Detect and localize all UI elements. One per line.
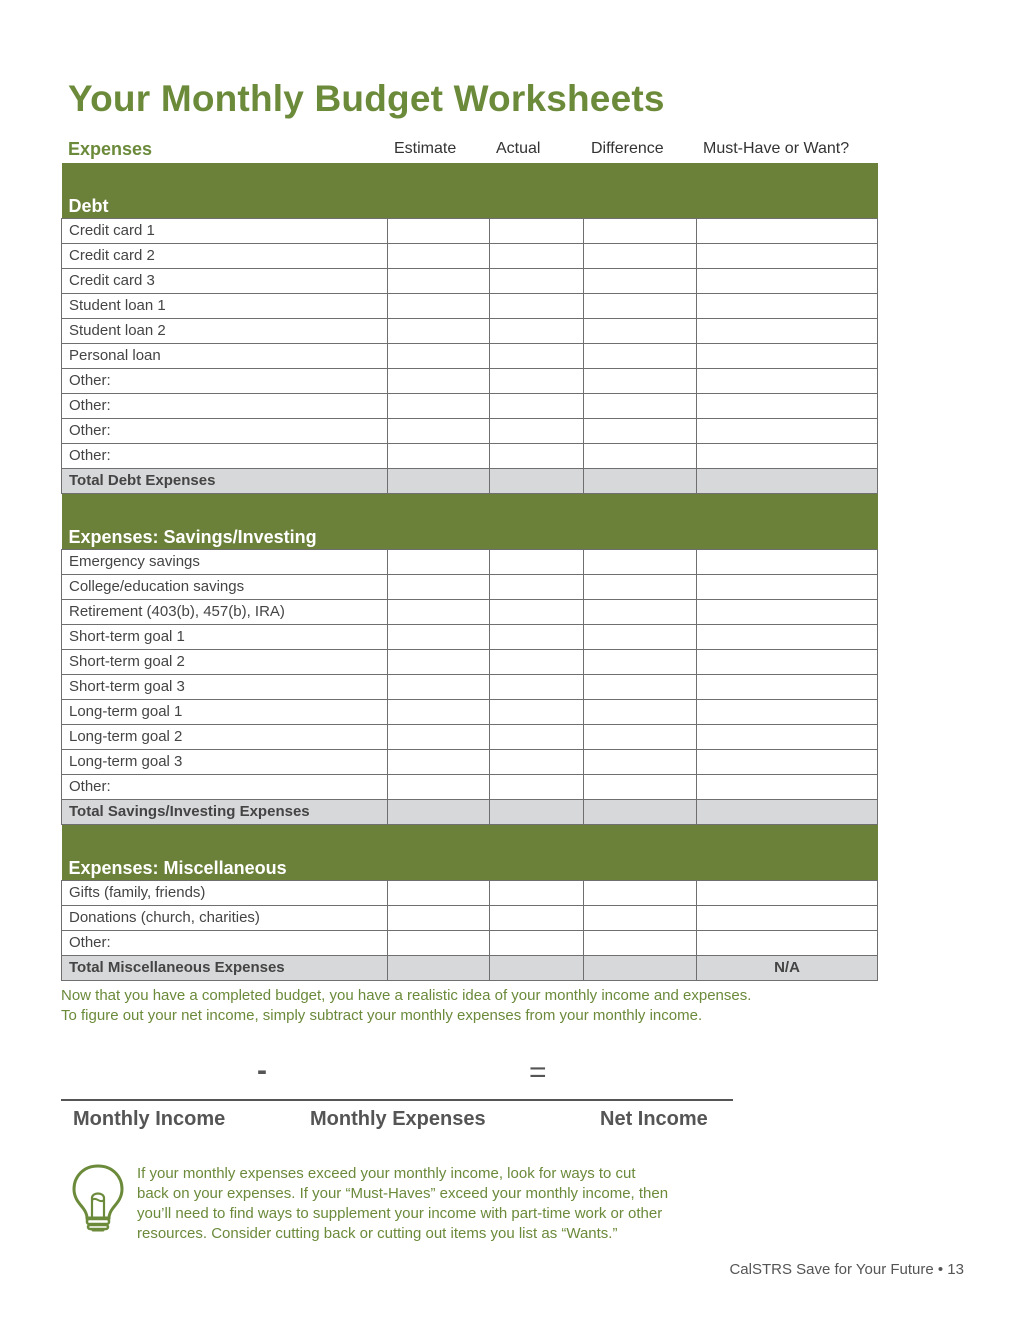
estimate-cell[interactable] — [388, 344, 490, 369]
actual-cell[interactable] — [490, 931, 584, 956]
must-have-cell[interactable] — [697, 419, 878, 444]
must-have-cell[interactable] — [697, 931, 878, 956]
minus-sign: - — [257, 1054, 267, 1087]
expense-label: Student loan 2 — [62, 319, 388, 344]
expense-label: Credit card 2 — [62, 244, 388, 269]
expense-label: Credit card 1 — [62, 219, 388, 244]
must-have-cell[interactable] — [697, 600, 878, 625]
difference-cell[interactable] — [584, 294, 697, 319]
table-row — [62, 269, 878, 294]
actual-cell[interactable] — [490, 775, 584, 800]
estimate-cell[interactable] — [388, 419, 490, 444]
total-difference-cell[interactable] — [584, 469, 697, 494]
table-row — [62, 775, 878, 800]
expense-label: Other: — [62, 419, 388, 444]
difference-cell[interactable] — [584, 675, 697, 700]
difference-cell[interactable] — [584, 219, 697, 244]
section-header — [62, 825, 878, 881]
actual-cell[interactable] — [490, 244, 584, 269]
expense-label: Donations (church, charities) — [62, 906, 388, 931]
net-income-note-line-1: Now that you have a completed budget, you have a realistic idea of your monthly income and expenses. — [61, 987, 752, 1004]
section-header — [62, 163, 878, 219]
expense-label: Other: — [62, 444, 388, 469]
estimate-cell[interactable] — [388, 219, 490, 244]
estimate-cell[interactable] — [388, 319, 490, 344]
tip-line-4: resources. Consider cutting back or cutting out items you list as “Wants.” — [137, 1225, 618, 1242]
actual-cell[interactable] — [490, 444, 584, 469]
total-label: Total Debt Expenses — [62, 469, 388, 494]
total-actual-cell[interactable] — [490, 956, 584, 981]
total-row — [62, 469, 878, 494]
table-row — [62, 575, 878, 600]
difference-cell[interactable] — [584, 394, 697, 419]
table-row — [62, 931, 878, 956]
difference-cell[interactable] — [584, 550, 697, 575]
difference-cell[interactable] — [584, 269, 697, 294]
total-label: Total Savings/Investing Expenses — [62, 800, 388, 825]
total-actual-cell[interactable] — [490, 800, 584, 825]
total-actual-cell[interactable] — [490, 469, 584, 494]
table-row — [62, 394, 878, 419]
expense-label: Other: — [62, 931, 388, 956]
estimate-cell[interactable] — [388, 725, 490, 750]
table-row — [62, 600, 878, 625]
tip-line-2: back on your expenses. If your “Must-Haves” exceed your monthly income, then — [137, 1185, 669, 1202]
table-row — [62, 675, 878, 700]
actual-cell[interactable] — [490, 675, 584, 700]
estimate-cell[interactable] — [388, 625, 490, 650]
table-row — [62, 369, 878, 394]
column-header-expenses: Expenses — [68, 139, 153, 159]
difference-cell[interactable] — [584, 931, 697, 956]
expense-label: Long-term goal 3 — [62, 750, 388, 775]
table-row — [62, 725, 878, 750]
total-estimate-cell[interactable] — [388, 469, 490, 494]
actual-cell[interactable] — [490, 725, 584, 750]
actual-cell[interactable] — [490, 700, 584, 725]
estimate-cell[interactable] — [388, 700, 490, 725]
table-row — [62, 419, 878, 444]
expense-label: Short-term goal 2 — [62, 650, 388, 675]
difference-cell[interactable] — [584, 600, 697, 625]
table-row — [62, 650, 878, 675]
must-have-cell[interactable] — [697, 394, 878, 419]
must-have-cell[interactable] — [697, 550, 878, 575]
column-header-estimate: Estimate — [394, 140, 457, 157]
total-row — [62, 956, 878, 981]
must-have-cell[interactable] — [697, 575, 878, 600]
difference-cell[interactable] — [584, 625, 697, 650]
page-footer: CalSTRS Save for Your Future • 13 — [729, 1261, 964, 1278]
expense-label: Retirement (403(b), 457(b), IRA) — [62, 600, 388, 625]
total-difference-cell[interactable] — [584, 800, 697, 825]
estimate-cell[interactable] — [388, 394, 490, 419]
table-row — [62, 294, 878, 319]
actual-cell[interactable] — [490, 575, 584, 600]
difference-cell[interactable] — [584, 700, 697, 725]
table-row — [62, 906, 878, 931]
total-label: Total Miscellaneous Expenses — [62, 956, 388, 981]
column-header-difference: Difference — [591, 140, 664, 157]
estimate-cell[interactable] — [388, 675, 490, 700]
expense-label: Short-term goal 3 — [62, 675, 388, 700]
difference-cell[interactable] — [584, 881, 697, 906]
column-header-actual: Actual — [496, 140, 541, 157]
expense-label: College/education savings — [62, 575, 388, 600]
actual-cell[interactable] — [490, 269, 584, 294]
actual-cell[interactable] — [490, 219, 584, 244]
estimate-cell[interactable] — [388, 650, 490, 675]
must-have-cell[interactable] — [697, 444, 878, 469]
estimate-cell[interactable] — [388, 244, 490, 269]
must-have-cell[interactable] — [697, 906, 878, 931]
actual-cell[interactable] — [490, 344, 584, 369]
expense-label: Other: — [62, 775, 388, 800]
must-have-cell[interactable] — [697, 700, 878, 725]
estimate-cell[interactable] — [388, 575, 490, 600]
column-header-must-have-or-want: Must-Have or Want? — [703, 140, 850, 157]
table-row — [62, 750, 878, 775]
must-have-cell[interactable] — [697, 344, 878, 369]
column-headers — [61, 140, 877, 162]
total-difference-cell[interactable] — [584, 956, 697, 981]
estimate-cell[interactable] — [388, 600, 490, 625]
must-have-cell[interactable] — [697, 269, 878, 294]
difference-cell[interactable] — [584, 575, 697, 600]
difference-cell[interactable] — [584, 750, 697, 775]
must-have-cell[interactable] — [697, 750, 878, 775]
actual-cell[interactable] — [490, 294, 584, 319]
difference-cell[interactable] — [584, 319, 697, 344]
difference-cell[interactable] — [584, 369, 697, 394]
must-have-cell[interactable] — [697, 725, 878, 750]
difference-cell[interactable] — [584, 775, 697, 800]
net-income-note-line-2: To figure out your net income, simply subtract your monthly expenses from your monthly income. — [61, 1007, 703, 1024]
estimate-cell[interactable] — [388, 906, 490, 931]
expense-label: Short-term goal 1 — [62, 625, 388, 650]
table-row — [62, 319, 878, 344]
table-row — [62, 550, 878, 575]
actual-cell[interactable] — [490, 550, 584, 575]
section-title: Expenses: Miscellaneous — [62, 825, 878, 881]
estimate-cell[interactable] — [388, 269, 490, 294]
actual-cell[interactable] — [490, 906, 584, 931]
table-row — [62, 244, 878, 269]
lightbulb-icon — [70, 1162, 126, 1234]
must-have-cell[interactable] — [697, 294, 878, 319]
expense-label: Other: — [62, 369, 388, 394]
actual-cell[interactable] — [490, 600, 584, 625]
difference-cell[interactable] — [584, 444, 697, 469]
net-income-note — [61, 986, 861, 1026]
actual-cell[interactable] — [490, 625, 584, 650]
actual-cell[interactable] — [490, 419, 584, 444]
actual-cell[interactable] — [490, 650, 584, 675]
total-estimate-cell[interactable] — [388, 956, 490, 981]
expense-label: Personal loan — [62, 344, 388, 369]
actual-cell[interactable] — [490, 319, 584, 344]
estimate-cell[interactable] — [388, 775, 490, 800]
total-must-have-cell — [697, 469, 878, 494]
section-header — [62, 494, 878, 550]
expense-label: Other: — [62, 394, 388, 419]
table-row — [62, 444, 878, 469]
actual-cell[interactable] — [490, 750, 584, 775]
must-have-cell[interactable] — [697, 775, 878, 800]
estimate-cell[interactable] — [388, 444, 490, 469]
estimate-cell[interactable] — [388, 931, 490, 956]
expense-label: Student loan 1 — [62, 294, 388, 319]
expense-label: Gifts (family, friends) — [62, 881, 388, 906]
equation-line — [61, 1099, 733, 1101]
must-have-cell[interactable] — [697, 219, 878, 244]
difference-cell[interactable] — [584, 419, 697, 444]
estimate-cell[interactable] — [388, 294, 490, 319]
table-row — [62, 881, 878, 906]
estimate-cell[interactable] — [388, 550, 490, 575]
section-title: Expenses: Savings/Investing — [62, 494, 878, 550]
section-title: Debt — [62, 163, 878, 219]
actual-cell[interactable] — [490, 881, 584, 906]
tip-text — [137, 1164, 737, 1244]
must-have-cell[interactable] — [697, 244, 878, 269]
estimate-cell[interactable] — [388, 369, 490, 394]
difference-cell[interactable] — [584, 725, 697, 750]
table-row — [62, 625, 878, 650]
tip-line-1: If your monthly expenses exceed your monthly income, look for ways to cut — [137, 1165, 636, 1182]
difference-cell[interactable] — [584, 650, 697, 675]
must-have-cell[interactable] — [697, 675, 878, 700]
total-estimate-cell[interactable] — [388, 800, 490, 825]
total-must-have-cell — [697, 800, 878, 825]
actual-cell[interactable] — [490, 394, 584, 419]
expense-label: Long-term goal 2 — [62, 725, 388, 750]
expense-label: Credit card 3 — [62, 269, 388, 294]
equals-sign: = — [529, 1056, 547, 1089]
total-row — [62, 800, 878, 825]
expense-label: Long-term goal 1 — [62, 700, 388, 725]
must-have-cell[interactable] — [697, 881, 878, 906]
estimate-cell[interactable] — [388, 750, 490, 775]
monthly-expenses-label: Monthly Expenses — [310, 1108, 486, 1130]
must-have-cell[interactable] — [697, 319, 878, 344]
budget-worksheet-table — [61, 163, 878, 981]
table-row — [62, 344, 878, 369]
difference-cell[interactable] — [584, 344, 697, 369]
net-income-label: Net Income — [600, 1108, 708, 1130]
table-row — [62, 700, 878, 725]
difference-cell[interactable] — [584, 906, 697, 931]
tip-line-3: you’ll need to find ways to supplement your income with part-time work or other — [137, 1205, 663, 1222]
must-have-cell[interactable] — [697, 650, 878, 675]
expense-label: Emergency savings — [62, 550, 388, 575]
actual-cell[interactable] — [490, 369, 584, 394]
table-row — [62, 219, 878, 244]
estimate-cell[interactable] — [388, 881, 490, 906]
must-have-cell[interactable] — [697, 369, 878, 394]
must-have-cell[interactable] — [697, 625, 878, 650]
monthly-income-label: Monthly Income — [73, 1108, 226, 1130]
difference-cell[interactable] — [584, 244, 697, 269]
page-title: Your Monthly Budget Worksheets — [68, 78, 665, 119]
total-must-have-cell: N/A — [697, 956, 878, 981]
